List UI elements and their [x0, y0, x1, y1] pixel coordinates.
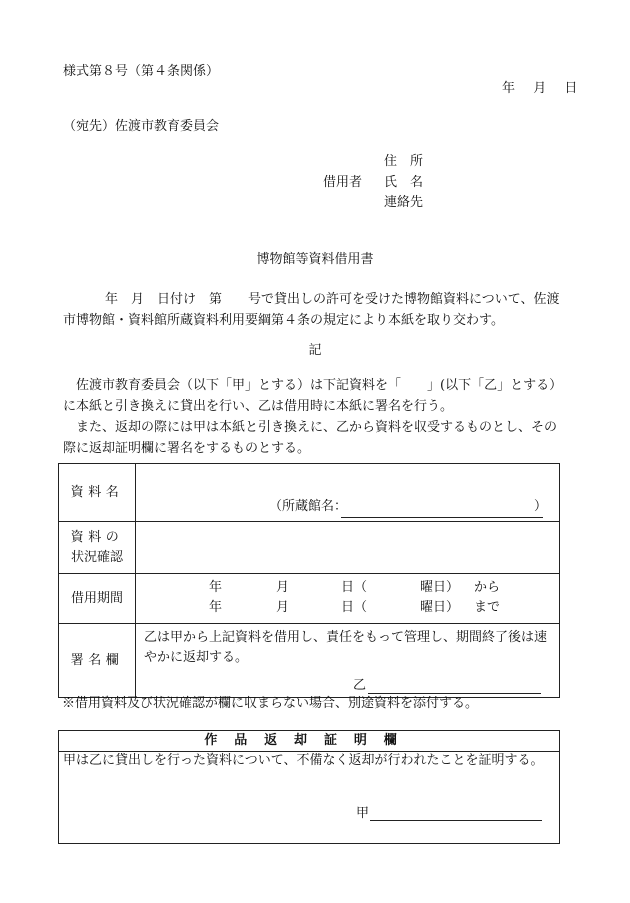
period-label: 借用期間	[70, 590, 123, 606]
signature-cell[interactable]	[136, 624, 560, 698]
period-from-text: から	[474, 580, 501, 595]
form-number: 様式第８号（第４条関係）	[63, 64, 220, 79]
lender-sign-party: 甲	[356, 806, 370, 821]
table-row-material	[59, 464, 560, 522]
borrower-sign-party: 乙	[353, 678, 367, 693]
period-from-year: 年	[209, 580, 223, 595]
period-to-month: 月	[276, 600, 290, 615]
ki-heading: 記	[308, 343, 322, 358]
table-row-period	[59, 574, 560, 624]
table-row-signature	[59, 624, 560, 698]
addressee: （宛先）佐渡市教育委員会	[63, 119, 220, 134]
holding-museum-close: ）	[533, 499, 547, 514]
period-from-month: 月	[276, 580, 290, 595]
body-paragraph-2: また、返却の際には甲は本紙と引き換えに、乙から資料を収受するものとし、その際に返却証明欄に署名をするものとする。	[63, 420, 558, 456]
signature-label: 署名欄	[70, 652, 124, 668]
period-from-weekday: 曜日）	[420, 580, 460, 595]
period-to-year: 年	[209, 600, 223, 615]
period-to-day: 日（	[341, 600, 368, 615]
date-line: 年 月 日	[502, 81, 581, 96]
borrower-role-label: 借用者	[323, 175, 363, 190]
condition-label-line2: 状況確認	[70, 549, 123, 565]
period-from-day: 日（	[341, 580, 368, 595]
return-certificate-box	[58, 730, 560, 844]
intro-paragraph: 年 月 日付け 第 号で貸出しの許可を受けた博物館資料について、佐渡市博物館・資料館所蔵資料利用要綱第４条の規定により本紙を取り交わす。	[63, 292, 560, 328]
address-label: 住 所	[384, 154, 424, 169]
document-title: 博物館等資料借用書	[256, 252, 374, 267]
contact-label: 連絡先	[384, 195, 424, 210]
return-certificate-heading: 作品返却証明欄	[204, 733, 414, 748]
period-to-weekday: 曜日）	[420, 600, 460, 615]
borrower-sign-line	[368, 693, 541, 694]
table-row-condition	[59, 522, 560, 574]
condition-label-line1: 資料の	[70, 529, 124, 545]
name-label: 氏 名	[384, 175, 424, 190]
lender-sign-line[interactable]	[370, 820, 542, 821]
holding-museum-underline	[341, 517, 543, 518]
body-paragraph-1: 佐渡市教育委員会（以下「甲」とする）は下記資料を「 」(以下「乙」とする）に本紙と引き換えに貸出を行い、乙は借用時に本紙に署名を行う。	[63, 378, 563, 414]
signature-statement: 乙は甲から上記資料を借用し、責任をもって管理し、期間終了後は速やかに返却する。	[144, 630, 548, 665]
period-cell[interactable]	[136, 574, 560, 624]
period-until-text: まで	[474, 600, 501, 615]
holding-museum-label: （所蔵館名：	[269, 499, 348, 514]
material-name-cell[interactable]	[136, 464, 560, 522]
condition-cell[interactable]	[136, 522, 560, 574]
attachment-note: ※借用資料及び状況確認が欄に収まらない場合、別途資料を添付する。	[62, 696, 479, 711]
return-certificate-text: 甲は乙に貸出しを行った資料について、不備なく返却が行われたことを証明する。	[63, 753, 544, 768]
material-name-label: 資料名	[70, 484, 124, 500]
loan-details-table	[58, 463, 560, 698]
